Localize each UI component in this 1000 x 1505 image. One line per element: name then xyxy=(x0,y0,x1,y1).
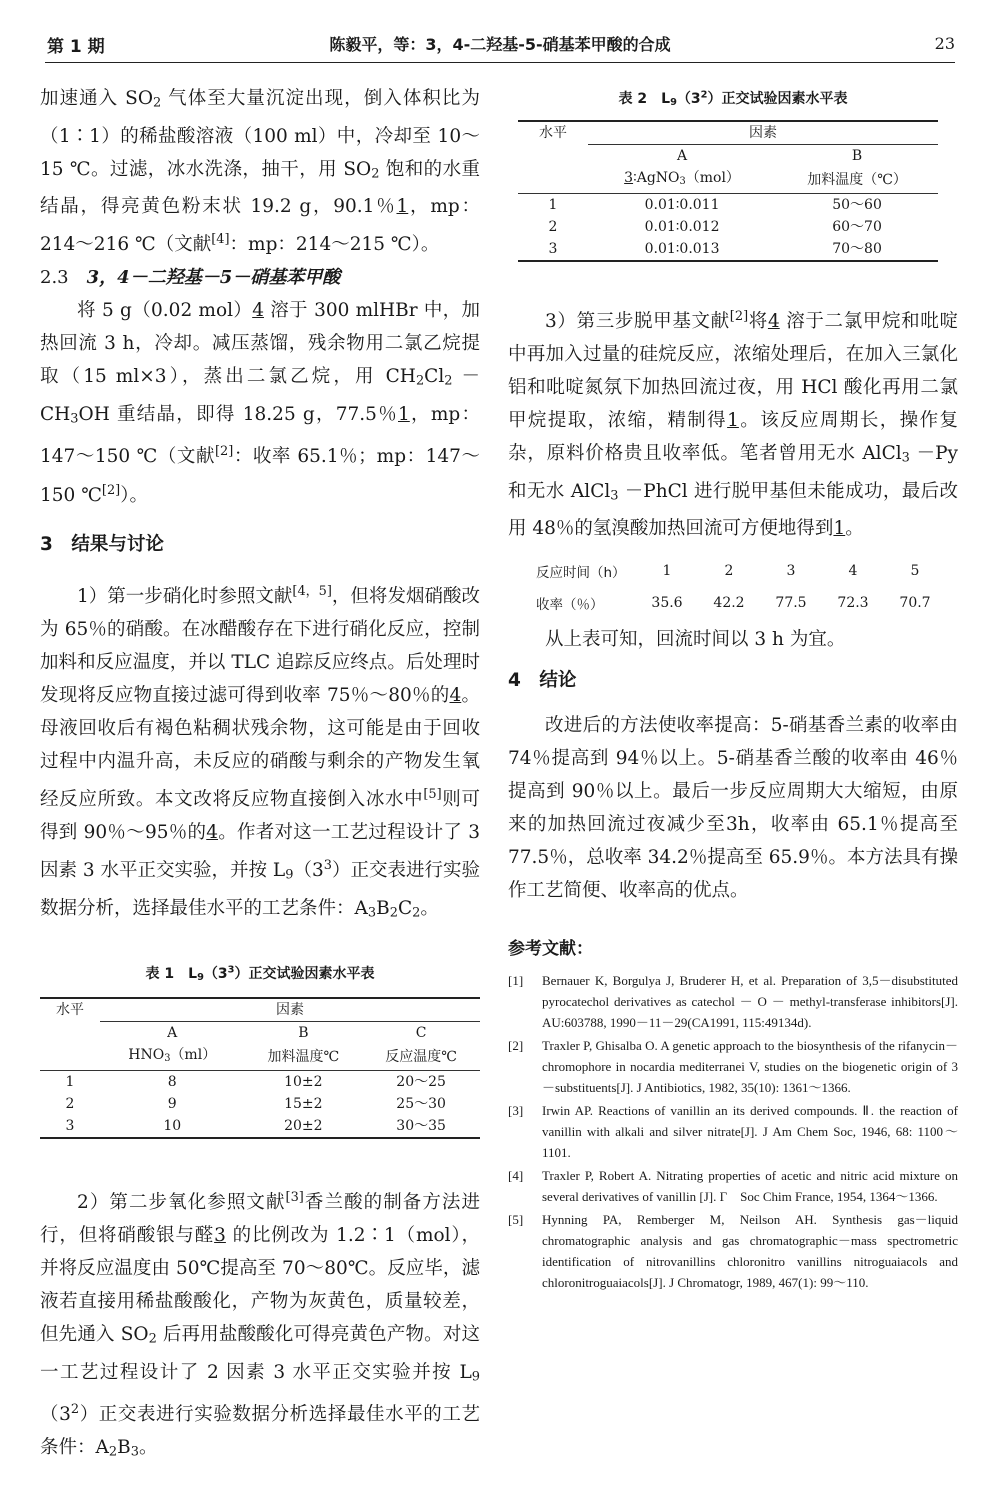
table-row: 3 10 20±2 30～35 xyxy=(40,1115,480,1138)
table-2-factor-a: A xyxy=(676,148,688,164)
references-title: 参考文献： xyxy=(508,939,593,960)
table-2-caption: 表 2 $L9(3^2)$正交试验因素水平表 xyxy=(618,89,848,108)
table-row: 2 9 15±2 25～30 xyxy=(65,1096,446,1113)
paragraph-3-3: 3）第三步脱甲基文献[2]将4 溶于二氯甲烷和吡啶中再加入过量的硅烷反应，浓缩处理后，在加入三氯化铝和吡啶氮氛下加热回流过夜，用 HCl 酸化再用二氯甲烷提取，浓缩，精制得1。该反应周期长，操作复杂，原料价格贵且收率低。笔者曾用无水 AlCl$_3$ －Py 和无水 AlCl$_3$ －PhCl 进行脱甲基但未能成功，最后改用 48％的氢溴酸加热回流可方便地得到1。 xyxy=(508,308,958,540)
reference-item: [5] Hynning PA, Remberger M, Neilson AH. Synthesis gas－liquid chromatographic analysis and gas chromatographic－mass spectrometric identification of nitrovanillins chloronitro vanillins nitroguaiacols and chloronitroguaiacols[J]. J Chromatogr, 1989, 467(1): 99～110. xyxy=(508,1212,958,1291)
table-2 xyxy=(508,88,958,262)
table-1-grid xyxy=(40,997,480,1139)
table-1-unit-a: HNO3（ml） xyxy=(100,1044,244,1070)
table-row: 3 0.01∶0.013 70～80 xyxy=(518,238,938,261)
table-2-factor-b: B xyxy=(851,148,863,164)
table-1-caption: 表 1 $L9(3^3)$正交试验因素水平表 xyxy=(145,964,375,984)
table-1-factor-b: B xyxy=(298,1025,309,1042)
table-1-factor-c: C xyxy=(415,1025,427,1042)
table-2-grid xyxy=(518,120,938,262)
reference-item: [2] Traxler P, Ghisalba O. A genetic approach to the biosynthesis of the rifanycin－chromophore in nocardia mediterranei V, studies on the biogenetic origin of 3－substituents[J]. J Antibiotics, 1982, 35(10): 1361～1366. xyxy=(508,1038,958,1096)
references xyxy=(508,933,958,1293)
table-row: 2 0.01∶0.012 60～70 xyxy=(548,218,882,235)
table-2-factor-header: 因素 xyxy=(588,121,938,145)
page-header xyxy=(45,28,955,63)
table-row: 1 0.01∶0.011 50～60 xyxy=(548,196,882,213)
table-1-factor-header: 因素 xyxy=(100,998,480,1022)
paragraph-3-4: 从上表可知，回流时间以 3 h 为宜。 xyxy=(545,629,846,651)
section-3-heading: 3 结果与讨论 xyxy=(40,533,164,555)
paragraph-3-2: 2）第二步氧化参照文献[3]香兰酸的制备方法进行，但将硝酸银与醛3 的比例改为 1.2∶1（mol），并将反应温度由 50℃提高至 70～80℃。反应毕，滤液若直接用稀盐酸酸化，产物为灰黄色，质量较差，但先通入 $SO_2$ 后再用盐酸酸化可得亮黄色产物。对这一工艺过程设计了 2 因素 3 水平正交实验并按 $L_9(3^2)$正交表进行实验数据分析选择最佳水平的工艺条件：$A_2B_3$。 xyxy=(40,1190,480,1461)
table-2-unit-a: 3∶AgNO3（mol） xyxy=(588,167,776,193)
yield-table xyxy=(536,555,958,619)
table-1-level-header: 水平 xyxy=(40,998,100,1044)
paragraph-2-3: 将 5 g（0.02 mol）4 溶于 300 mlHBr 中，加热回流 3 h，冷却。减压蒸馏，残余物用二氯乙烷提取（15 ml×3），蒸出二氯乙烷，用 $CH_2Cl_2 - CH_3OH$ 重结晶，即得 18.25 g，77.5％1，mp：147～150 ℃（文献[2]：收率 65.1％；mp：147～150 ℃[2]）。 xyxy=(40,300,480,506)
paragraph-4: 改进后的方法使收率提高：5-硝基香兰素的收率由 74％提高到 94％以上。5-硝基香兰酸的收率由 46％提高到 90％以上。最后一步反应周期大大缩短，由原来的加热回流过夜减少至3h，收率由 65.1％提高至 77.5％，总收率 34.2％提高至 65.9％。本方法具有操作工艺简便、收率高的优点。 xyxy=(508,715,958,902)
table-row: 1 8 10±2 20～25 xyxy=(65,1074,446,1091)
issue-label: 第 1 期 xyxy=(47,37,105,57)
reference-item: [4] Traxler P, Robert A. Nitrating properties of acetic and nitric acid mixture on several derivatives of vanillin [J]. Γ Soc Chim France, 1954, 1364～1366. xyxy=(508,1168,958,1205)
table-2-level-header: 水平 xyxy=(518,121,588,167)
table-1 xyxy=(40,963,480,1139)
paragraph-3-1: 1）第一步硝化时参照文献[4，5]，但将发烟硝酸改为 65％的硝酸。在冰醋酸存在下进行硝化反应，控制加料和反应温度，并以 TLC 追踪反应终点。后处理时发现将反应物直接过滤可得到收率 75％～80％的4。母液回收后有褐色粘稠状残余物，这可能是由于回收过程中内温升高，未反应的硝酸与剩余的产物发生氧经反应所致。本文改将反应物直接倒入冰水中[5]则可得到 90％～95％的4。作者对这一工艺过程设计了 3 因素 3 水平正交实验，并按 $L_9(3^3)$正交表进行实验数据分析，选择最佳水平的工艺条件：$A_3B_2C_2$。 xyxy=(40,583,480,921)
table-1-unit-b: 加料温度℃ xyxy=(244,1044,362,1070)
time-row: 反应时间（h） 1 2 3 4 5 xyxy=(536,563,920,582)
reference-item: [1] Bernauer K, Borgulya J, Bruderer H, et al. Preparation of 3,5－disubstituted pyrocatechol derivatives as catechol － O － methyl-transferase inhibitors[J]. AU:603788, 1990－11－29(CA1991, 115:49134d). xyxy=(508,973,958,1031)
yield-label: 收率（％） xyxy=(536,597,604,614)
reference-item: [3] Irwin AP. Reactions of vanillin an its derived compounds. Ⅱ. the reaction of vanillin with alkali and silver nitrate[J]. J Am Chem Soc, 1946, 68: 1100～1101. xyxy=(508,1103,958,1161)
left-column xyxy=(40,82,480,1469)
paragraph-2-2-end: 加速通入 $SO_2$ 气体至大量沉淀出现，倒入体积比为（1∶1）的稀盐酸溶液（100 ml）中，冷却至 10～15 ℃。过滤，冰水洗涤，抽干，用 $SO_2$ 饱和的水重结晶，得亮黄色粉末状 19.2 g，90.1％1，mp：214～216 ℃（文献[4]：mp：214～215 ℃）。 xyxy=(40,88,481,256)
yield-row: 收率（％） 35.6 42.2 77.5 72.3 70.7 xyxy=(536,595,931,614)
table-1-factor-a: A xyxy=(167,1025,178,1042)
page-number: 23 xyxy=(934,34,955,53)
time-label: 反应时间（h） xyxy=(536,565,626,582)
section-4-heading: 4 结论 xyxy=(508,670,577,692)
table-2-unit-b: 加料温度（℃） xyxy=(776,167,938,193)
table-1-unit-c: 反应温度℃ xyxy=(362,1044,480,1070)
section-2-3-heading: 2.3 3，4－二羟基－5－硝基苯甲酸 xyxy=(40,267,341,289)
running-title: 陈毅平，等：3，4-二羟基-5-硝基苯甲酸的合成 xyxy=(329,35,671,54)
right-column xyxy=(508,82,958,1295)
